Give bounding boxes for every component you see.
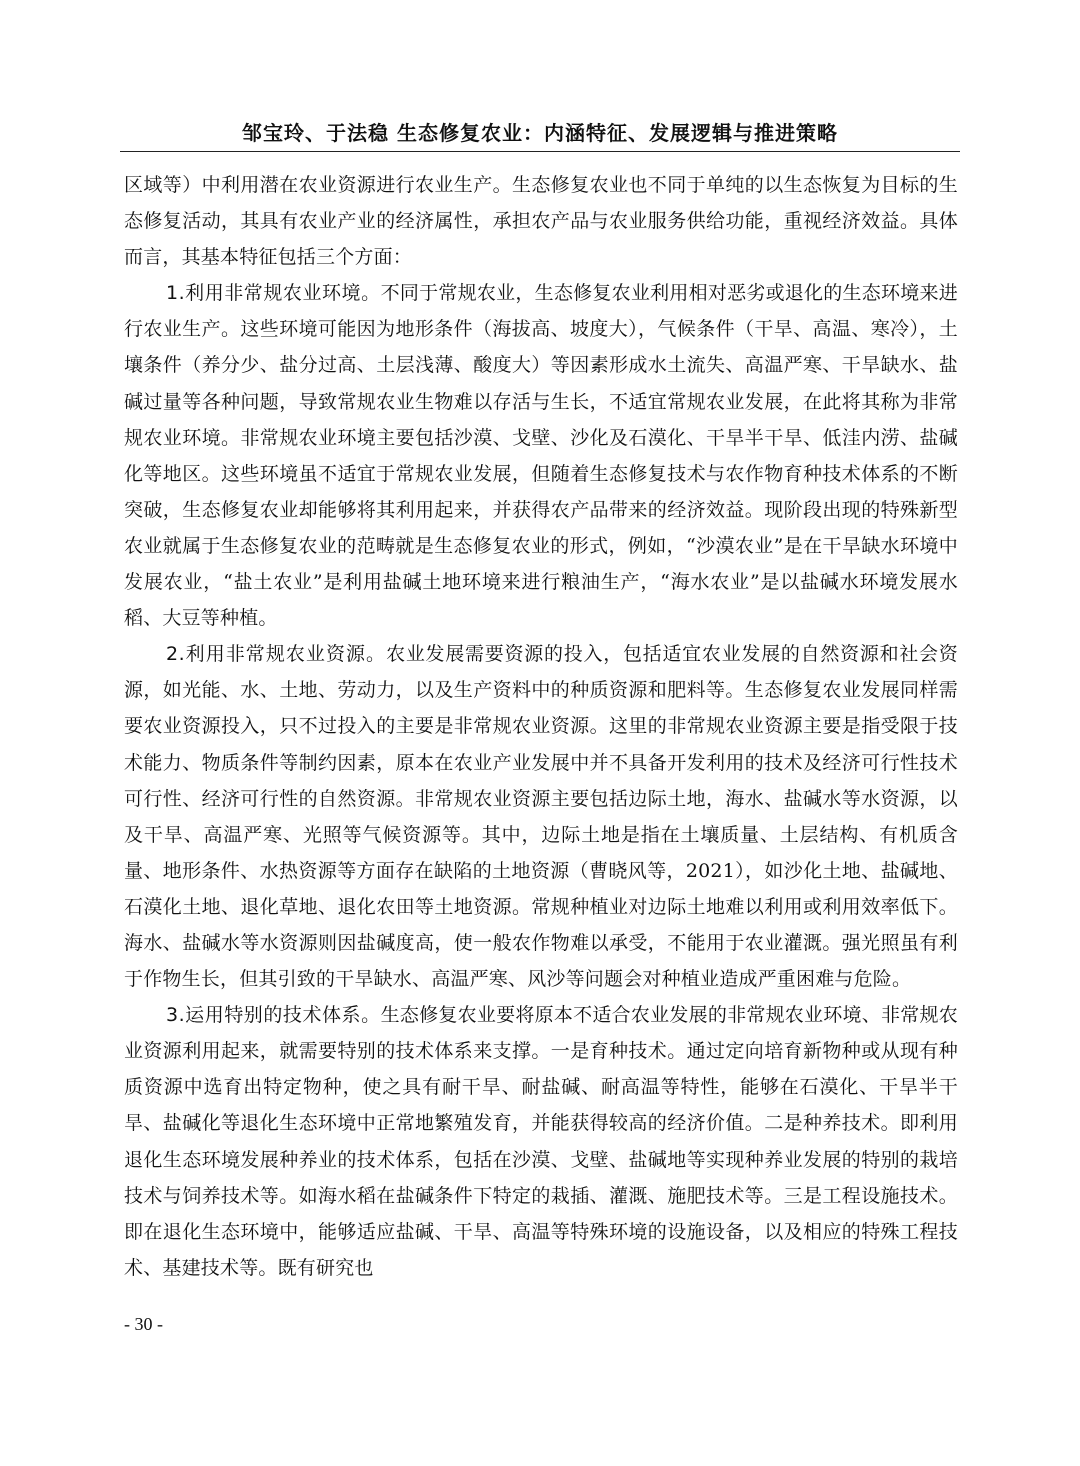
body-text [124,167,958,1286]
paragraph-feature-1-text: 不同于常规农业，生态修复农业利用相对恶劣或退化的生态环境来进行农业生产。这些环境可能因为地形条件（海拔高、坡度大），气候条件（干旱、高温、寒冷），土壤条件（养分少、盐分过高、土层浅薄、酸度大）等因素形成水土流失、高温严寒、干旱缺水、盐碱过量等各种问题，导致常规农业生物难以存活与生长，不适宜常规农业发展，在此将其称为非常规农业环境。非常规农业环境主要包括沙漠、戈壁、沙化及石漠化、干旱半干旱、低洼内涝、盐碱化等地区。这些环境虽不适宜于常规农业发展，但随着生态修复技术与农作物育种技术体系的不断突破，生态修复农业却能够将其利用起来，并获得农产品带来的经济效益。现阶段出现的特殊新型农业就属于生态修复农业的范畴就是生态修复农业的形式，例如，“沙漠农业”是在干旱缺水环境中发展农业，“盐土农业”是利用盐碱土地环境来进行粮油生产，“海水农业”是以盐碱水环境发展水稻、大豆等种植。 [124,282,958,630]
paragraph-feature-2-heading: 2.利用非常规农业资源。 [166,643,387,666]
page-number: - 30 - [124,1314,163,1334]
paragraph-feature-1-heading: 1.利用非常规农业环境。 [166,282,381,305]
header-rule [120,151,960,152]
paragraph-feature-1 [124,275,958,636]
running-header: 邹宝玲、于法稳 生态修复农业：内涵特征、发展逻辑与推进策略 [242,121,838,145]
paragraph-feature-3 [124,997,958,1286]
paragraph-feature-3-heading: 3.运用特别的技术体系。 [166,1004,381,1027]
paragraph-feature-3-text: 生态修复农业要将原本不适合农业发展的非常规农业环境、非常规农业资源利用起来，就需要特别的技术体系来支撑。一是育种技术。通过定向培育新物种或从现有种质资源中选育出特定物种，使之具有耐干旱、耐盐碱、耐高温等特性，能够在石漠化、干旱半干旱、盐碱化等退化生态环境中正常地繁殖发育，并能获得较高的经济价值。二是种养技术。即利用退化生态环境发展种养业的技术体系，包括在沙漠、戈壁、盐碱地等实现种养业发展的特别的栽培技术与饲养技术等。如海水稻在盐碱条件下特定的栽插、灌溉、施肥技术等。三是工程设施技术。即在退化生态环境中，能够适应盐碱、干旱、高温等特殊环境的设施设备，以及相应的特殊工程技术、基建技术等。既有研究也 [124,1004,958,1279]
paragraph-feature-2-text: 农业发展需要资源的投入，包括适宜农业发展的自然资源和社会资源，如光能、水、土地、劳动力，以及生产资料中的种质资源和肥料等。生态修复农业发展同样需要农业资源投入，只不过投入的主要是非常规农业资源。这里的非常规农业资源主要是指受限于技术能力、物质条件等制约因素，原本在农业产业发展中并不具备开发利用的技术及经济可行性技术可行性、经济可行性的自然资源。非常规农业资源主要包括边际土地，海水、盐碱水等水资源，以及干旱、高温严寒、光照等气候资源等。其中，边际土地是指在土壤质量、土层结构、有机质含量、地形条件、水热资源等方面存在缺陷的土地资源（曹晓风等，2021），如沙化土地、盐碱地、石漠化土地、退化草地、退化农田等土地资源。常规种植业对边际土地难以利用或利用效率低下。海水、盐碱水等水资源则因盐碱度高，使一般农作物难以承受，不能用于农业灌溉。强光照虽有利于作物生长，但其引致的干旱缺水、高温严寒、风沙等问题会对种植业造成严重困难与危险。 [124,643,958,991]
paragraph-intro-text: 区域等）中利用潜在农业资源进行农业生产。生态修复农业也不同于单纯的以生态恢复为目标的生态修复活动，其具有农业产业的经济属性，承担农产品与农业服务供给功能，重视经济效益。具体而言，其基本特征包括三个方面： [124,174,958,269]
paragraph-feature-2 [124,636,958,997]
paragraph-intro [124,167,958,275]
